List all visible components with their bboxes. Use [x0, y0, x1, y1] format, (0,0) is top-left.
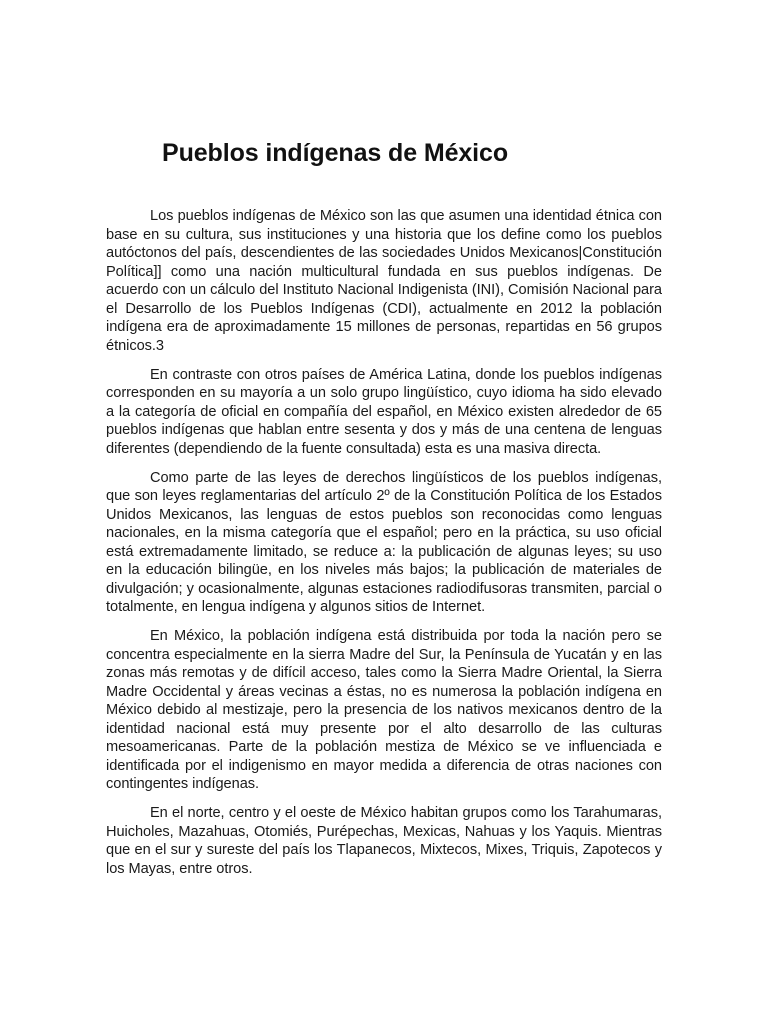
- paragraph-4: En México, la población indígena está distribuida por toda la nación pero se concentra especialmente en la sierra Madre del Sur, la Península de Yucatán y en las zonas más remotas y de difícil acceso, tales como la Sierra Madre Oriental, la Sierra Madre Occidental y áreas vecinas a éstas, no es numerosa la población indígena en México debido al mestizaje, pero la presencia de los nativos mexicanos dentro de la identidad nacional está muy presente por el alto desarrollo de las culturas mesoamericanas. Parte de la población mestiza de México se ve influenciada e identificada por el indigenismo en mayor medida a diferencia de otras naciones con contingentes indígenas.: [106, 628, 662, 792]
- paragraph-3: Como parte de las leyes de derechos lingüísticos de los pueblos indígenas, que son leyes reglamentarias del artículo 2º de la Constitución Política de los Estados Unidos Mexicanos, las lenguas de estos pueblos son reconocidas como lenguas nacionales, en la misma categoría que el español; pero en la práctica, su uso oficial está extremadamente limitado, se reduce a: la publicación de algunas leyes; su uso en la educación bilingüe, en los niveles más bajos; la publicación de materiales de divulgación; y ocasionalmente, algunas estaciones radiodifusoras transmiten, parcial o totalmente, en lengua indígena y algunos sitios de Internet.: [106, 469, 662, 615]
- document-body: [106, 207, 662, 889]
- paragraph-5: En el norte, centro y el oeste de México habitan grupos como los Tarahumaras, Huicholes, Mazahuas, Otomiés, Purépechas, Mexicas, Nahuas y los Yaquis. Mientras que en el sur y sureste del país los Tlapanecos, Mixtecos, Mixes, Triquis, Zapotecos y los Mayas, entre otros.: [106, 805, 662, 877]
- paragraph-1: Los pueblos indígenas de México son las que asumen una identidad étnica con base en su cultura, sus instituciones y una historia que los define como los pueblos autóctonos del país, descendientes de las sociedades Unidos Mexicanos|Constitución Política]] como una nación multicultural fundada en sus pueblos indígenas. De acuerdo con un cálculo del Instituto Nacional Indigenista (INI), Comisión Nacional para el Desarrollo de los Pueblos Indígenas (CDI), actualmente en 2012 la población indígena era de aproximadamente 15 millones de personas, repartidas en 56 grupos étnicos.3: [106, 208, 662, 354]
- paragraph-2: En contraste con otros países de América Latina, donde los pueblos indígenas corresponden en su mayoría a un solo grupo lingüístico, cuyo idioma ha sido elevado a la categoría de oficial en compañía del español, en México existen alrededor de 65 pueblos indígenas que hablan entre sesenta y dos y más de una centena de lenguas diferentes (dependiendo de la fuente consultada) esta es una masiva directa.: [106, 366, 662, 457]
- document-title: Pueblos indígenas de México: [162, 139, 508, 167]
